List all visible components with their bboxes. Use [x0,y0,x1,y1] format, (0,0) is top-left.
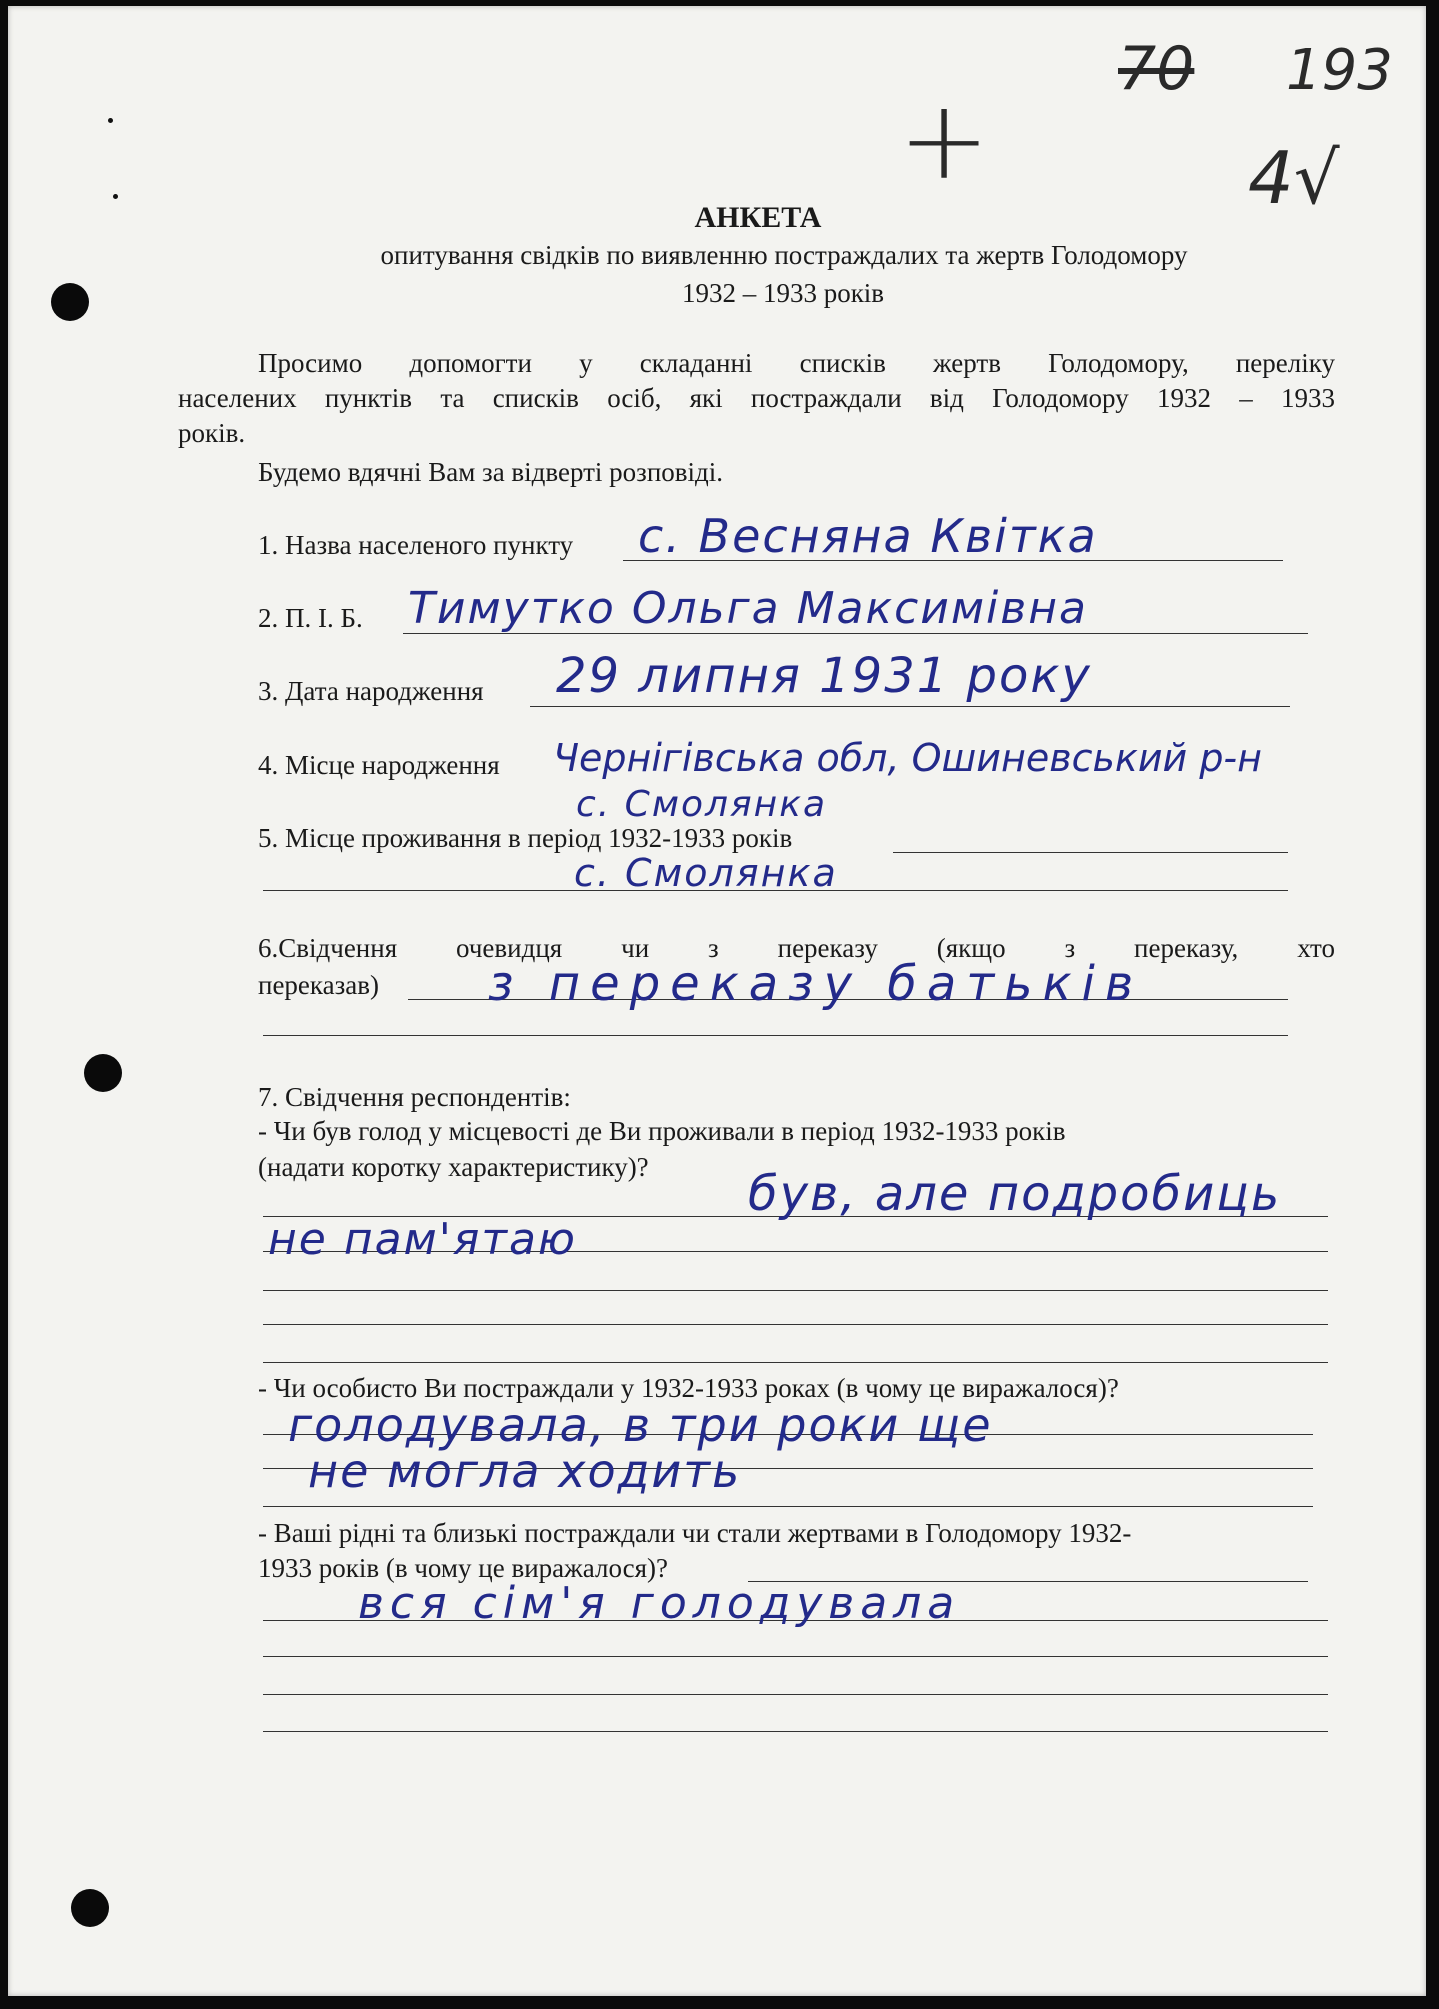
archive-number: 193 [1286,38,1393,103]
intro-thanks: Будемо вдячні Вам за відверті розповіді. [258,457,724,487]
intro-line1: Просимо допомогти у складанні списків жертв Голодомору, переліку [258,348,1335,378]
answer2-line2: не могла ходить [308,1444,742,1498]
punch-hole [84,1054,122,1092]
question1-line2: (надати коротку характеристику)? [258,1152,649,1182]
settlement-answer: с. Весняна Квітка [638,509,1098,563]
birth-date-answer: 29 липня 1931 року [556,648,1092,704]
answer1-line2: не пам'ятаю [268,1214,577,1265]
intro-line2: населених пунктів та списків осіб, які постраждали від Голодомору 1932 – 1933 [178,383,1335,413]
answer1-line1: був, але подробиць [748,1166,1282,1222]
answer3: вся сім'я голодувала [358,1578,961,1629]
section7-title: 7. Свідчення респондентів: [258,1082,571,1112]
birth-date-label: 3. Дата народження [258,676,484,706]
testimony-type-answer: з переказу батьків [488,956,1144,1012]
question3-line1: - Ваші рідні та близькі постраждали чи стали жертвами в Голодомору 1932- [258,1518,1132,1548]
residence-answer: с. Смолянка [574,851,838,895]
testimony-type-label: 6.Свідчення очевидця чи з переказу (якщо з переказу, хто [258,933,1335,963]
cross-mark: + [898,76,991,204]
questionnaire-page [8,6,1426,1996]
check-mark: 4√ [1248,136,1340,220]
punch-hole [71,1889,109,1927]
question3-line2: 1933 років (в чому це виражалося)? [258,1553,669,1583]
birth-place-answer: Чернігівська обл, Ошиневський р-н [553,736,1262,780]
ink-dot [113,194,118,199]
full-name-answer: Тимутко Ольга Максимівна [408,583,1088,634]
birth-place-answer-village: с. Смолянка [576,784,828,825]
testimony-type-label-line2: переказав) [258,970,379,1000]
answer-line [263,1656,1328,1657]
ink-dot [108,118,113,123]
answer2-line1: голодувала, в три роки ще [288,1398,993,1452]
answer-line [263,1506,1313,1507]
answer-line [263,1324,1328,1325]
full-name-label: 2. П. І. Б. [258,603,363,633]
settlement-label: 1. Назва населеного пункту [258,530,574,560]
form-subtitle-line2: 1932 – 1933 років [681,278,885,308]
answer-line [263,1694,1328,1695]
question2: - Чи особисто Ви постраждали у 1932-1933 роках (в чому це виражалося)? [258,1373,1119,1403]
birth-place-label: 4. Місце народження [258,750,500,780]
form-subtitle-line1: опитування свідків по виявленню постраждалих та жертв Голодомору [380,240,1188,270]
answer-line [893,852,1288,853]
answer-line [263,1290,1328,1291]
answer-line [530,706,1290,707]
struck-number: 70 [1118,34,1195,104]
question1-line1: - Чи був голод у місцевості де Ви проживали в період 1932-1933 років [258,1116,1066,1146]
form-title: АНКЕТА [694,201,822,234]
answer-line [263,1035,1288,1036]
answer-line [263,1362,1328,1363]
intro-line3: років. [178,418,246,448]
answer-line [263,1731,1328,1732]
residence-label: 5. Місце проживання в період 1932-1933 років [258,823,793,853]
